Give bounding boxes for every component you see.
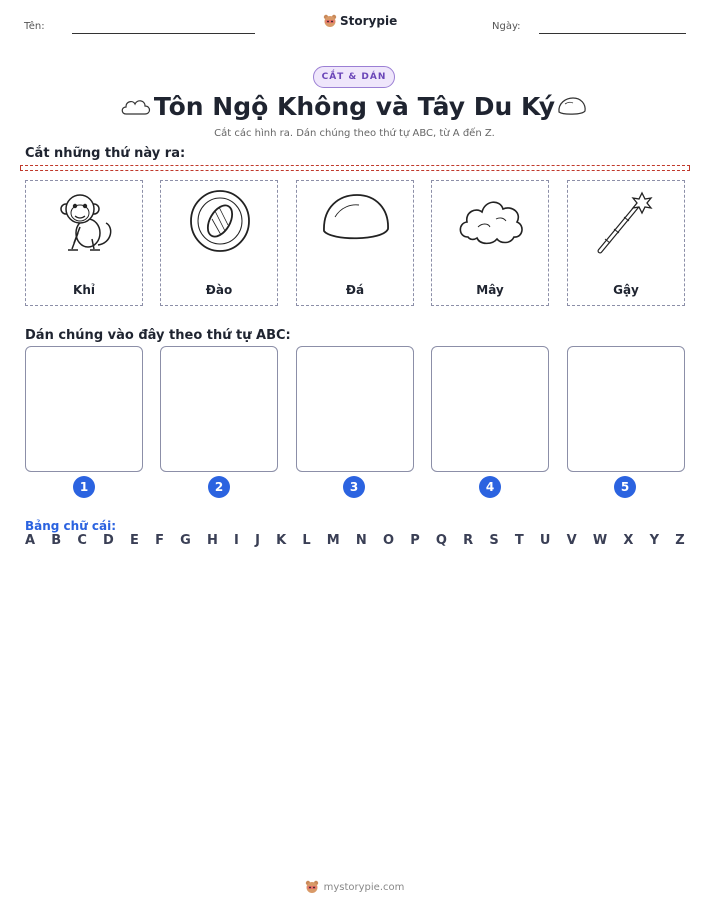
cut-card-monkey[interactable] [25, 180, 143, 306]
brand-logo [323, 14, 397, 28]
cut-heading: Cắt những thứ này ra: [25, 146, 186, 161]
date-line[interactable] [539, 33, 686, 34]
alphabet-letter: T [514, 533, 524, 548]
slot-number: 3 [343, 476, 365, 498]
alphabet-letter: X [623, 533, 634, 548]
card-label: Đào [205, 283, 233, 297]
alphabet-letter: G [180, 533, 191, 548]
cut-card-staff[interactable] [567, 180, 685, 306]
alphabet-letter: U [539, 533, 551, 548]
name-label: Tên: [24, 21, 45, 32]
paste-slot-2[interactable] [160, 346, 278, 472]
alphabet-letter: J [255, 533, 260, 548]
activity-badge: CẮT & DÁN [313, 66, 395, 88]
slot-number: 2 [208, 476, 230, 498]
alphabet-letter: C [77, 533, 87, 548]
alphabet-letter: P [410, 533, 420, 548]
card-label: Gậy [613, 283, 639, 297]
paste-heading: Dán chúng vào đây theo thứ tự ABC: [25, 328, 291, 343]
paste-slot-4[interactable] [431, 346, 549, 472]
alphabet-letter: W [592, 533, 608, 548]
cloud-icon [456, 187, 526, 255]
alphabet-letter: K [276, 533, 287, 548]
alphabet-letter: H [206, 533, 218, 548]
alphabet-heading: Bảng chữ cái: [25, 519, 117, 533]
brand-name: Storypie [340, 14, 398, 28]
slot-number: 4 [479, 476, 501, 498]
alphabet-letter: Z [675, 533, 685, 548]
paste-slot-5[interactable] [567, 346, 685, 472]
staff-icon [592, 187, 662, 255]
cut-card-peach[interactable] [160, 180, 278, 306]
footer [0, 880, 709, 894]
alphabet-letter: E [130, 533, 139, 548]
instructions: Cắt các hình ra. Dán chúng theo thứ tự ABC, từ A đến Z. [214, 128, 495, 139]
alphabet-row [25, 533, 685, 548]
alphabet-letter: Q [435, 533, 447, 548]
alphabet-letter: A [25, 533, 36, 548]
monkey-icon [50, 187, 120, 255]
alphabet-letter: M [326, 533, 340, 548]
alphabet-letter: L [302, 533, 311, 548]
paste-slot-1[interactable] [25, 346, 143, 472]
alphabet-letter: S [489, 533, 499, 548]
slot-number: 5 [614, 476, 636, 498]
alphabet-letter: Y [649, 533, 660, 548]
cut-card-rock[interactable] [296, 180, 414, 306]
rock-decoration-icon [556, 95, 588, 117]
rock-icon [321, 187, 391, 255]
alphabet-letter: N [355, 533, 367, 548]
bear-logo-icon [305, 880, 319, 894]
peach-icon [185, 187, 255, 255]
alphabet-letter: O [382, 533, 395, 548]
card-label: Mây [476, 283, 504, 297]
slot-number: 1 [73, 476, 95, 498]
alphabet-letter: D [103, 533, 114, 548]
alphabet-letter: F [155, 533, 164, 548]
page-title: Tôn Ngộ Không và Tây Du Ký [153, 92, 556, 121]
card-label: Khỉ [73, 283, 95, 297]
alphabet-letter: B [51, 533, 62, 548]
alphabet-letter: R [463, 533, 474, 548]
footer-site[interactable]: mystorypie.com [323, 881, 405, 893]
name-line[interactable] [72, 33, 255, 34]
date-label: Ngày: [492, 21, 521, 32]
alphabet-letter: I [234, 533, 239, 548]
cut-card-cloud[interactable] [431, 180, 549, 306]
card-label: Đá [345, 283, 365, 297]
alphabet-letter: V [566, 533, 577, 548]
cut-line [20, 165, 690, 171]
paste-slot-3[interactable] [296, 346, 414, 472]
bear-logo-icon [323, 14, 337, 28]
